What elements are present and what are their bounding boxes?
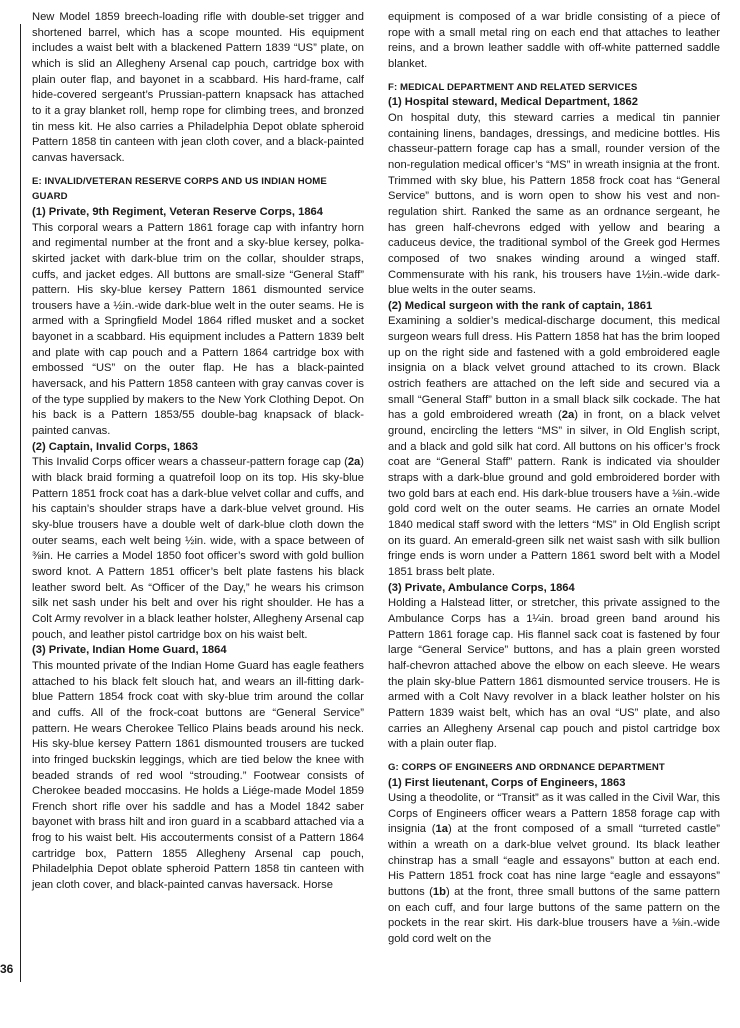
entry-title-f3: (3) Private, Ambulance Corps, 1864 — [388, 581, 575, 594]
entry-text-f2-part1: Examining a soldier’s medical-discharge document, this medical surgeon wears full dress. His Pattern 1858 hat has the brim looped up on the right side and fastened with a gold embroidered eagle insignia on a black velvet ground attached to its crown. Black ostrich feathers are attached on the left side and secured via a small “General Staff” button in a small black silk cockade. The hat has a gold embroidered wreath ( — [388, 315, 720, 422]
column-rule — [20, 24, 21, 982]
entry-text-e1: This corporal wears a Pattern 1861 forage cap with infantry horn and regimental number at the front and a sky-blue kersey, polka-skirted jacket with dark-blue trim on the collar, shoulder straps, cuffs, and jacket edges. All buttons are small-size “General Staff” pattern. His sky-blue kersey Pattern 1861 dismounted service trousers have a ½in.-wide dark-blue welt in the outer seams. He is armed with a Springfield Model 1864 rifled musket and a socket bayonet in a scabbard. His equipment includes a Pattern 1839 belt and plate with cap pouch and a Pattern 1864 cartridge box with embossed “US” on the outer flap. He has a black-painted haversack, and his Pattern 1858 canteen with gray canvas cover is of the type supplied by makers to the New York Clothing Depot. On his back is a Pattern 1853/55 double-bag knapsack of black-painted canvas. — [32, 221, 364, 438]
figure-ref-2a-medical: 2a — [561, 409, 575, 422]
entry-text-g1-part3: ) at the front, three small buttons of the same pattern on each cuff, and four large buttons of the same pattern on the pockets in the rear skirt. His dark-blue trousers have a ⅛in.-wide gold cord welt on the — [388, 886, 720, 946]
entry-text-g1-part2: ) at the front composed of a small “turreted castle” within a wreath on a dark-blue velvet ground. Its black leather chinstrap has a small “eagle and essayons” button at each end. His Pattern 1851 frock coat has nine large “eagle and essayons” buttons ( — [388, 823, 720, 899]
entry-text-e2 — [32, 455, 364, 643]
entry-text-g1 — [388, 791, 720, 948]
entry-title-g1: (1) First lieutenant, Corps of Engineers, 1863 — [388, 776, 626, 789]
right-column — [388, 10, 720, 948]
entry-text-f2 — [388, 314, 720, 580]
figure-ref-2a: 2a — [347, 456, 361, 469]
section-heading-f: F: MEDICAL DEPARTMENT AND RELATED SERVICES — [388, 81, 638, 93]
figure-ref-1a: 1a — [435, 823, 448, 836]
entry-text-f1: On hospital duty, this steward carries a medical tin pannier containing linens, bandages, dressings, and medicine bottles. His chasseur-pattern forage cap has a small, rounder version of the non-regulation medical officer’s “MS” in wreath insignia at the front. Trimmed with sky blue, his Pattern 1858 frock coat has “General Service” buttons, and is worn open to show his vest and non-regulation shirt. Ranked the same as an ordnance sergeant, he has green half-chevrons edged with yellow and bearing a caduceus device, the traditional symbol of the Greek god Hermes composed of two snakes winding around a winged staff. Commensurate with his rank, his trousers have 1½in.-wide dark-blue welts in the outer seams. — [388, 111, 720, 297]
entry-text-e3: This mounted private of the Indian Home Guard has eagle feathers attached to his black felt slouch hat, and wears an ill-fitting dark-blue Pattern 1854 frock coat with sky-blue trim around the collar and cuffs. All of the frock-coat buttons are “General Service” pattern. He wears Cherokee Tellico Plains beads around his neck. His sky-blue kersey Pattern 1861 dismounted trousers are tucked into fringed buckskin leggings, which are tied below the knee with beaded strands of red wool “strouding.” Footwear consists of Cherokee beaded moccasins. He holds a Liége-made Model 1859 French short rifle over his saddle and has a Model 1842 saber bayonet with brass hilt and iron guard in a scabbard attached via a frog to his waist belt. His accouterments consist of a Pattern 1864 cartridge box, Pattern 1855 Allegheny Arsenal cap pouch, Philadelphia Depot oblate spheroid Pattern 1858 tin canteen with jean cloth cover, and black-painted canvas haversack. Horse — [32, 659, 364, 892]
figure-ref-1b: 1b — [432, 886, 446, 899]
entry-text-f3: Holding a Halstead litter, or stretcher, this private assigned to the Ambulance Corps has a 1¼in. broad green band around his Pattern 1861 forage cap. His flannel sack coat is fastened by four large “General Service” buttons, and has a plain green worsted half-chevron attached above the elbow on each sleeve. He wears the plain sky-blue Pattern 1861 dismounted service trousers. He is armed with a Colt Navy revolver in a black leather holster on his Pattern 1839 waist belt, which has an oval “US” plate, and also carries an Allegheny Arsenal cap pouch and pistol cartridge box with a plain outer flap. — [388, 597, 720, 751]
section-heading-g: G: CORPS OF ENGINEERS AND ORDNANCE DEPARTMENT — [388, 761, 665, 773]
entry-title-e2: (2) Captain, Invalid Corps, 1863 — [32, 440, 198, 453]
page-number: 36 — [0, 962, 14, 976]
continued-paragraph: equipment is composed of a war bridle consisting of a piece of rope with a small metal ring on each end that attaches to leather reins, and a brown leather saddle with off-white patterned saddle blanket. — [388, 11, 720, 70]
entry-text-e2-part2: ) with black braid forming a quatrefoil loop on its top. His sky-blue Pattern 1851 frock coat has a dark-blue velvet collar and cuffs, and his captain’s shoulder straps have a dark-blue velvet ground. His sky-blue trousers have a double welt of dark-blue cloth down the outer seams, each welt being ½in. wide, with a space between of ⅜in. He carries a Model 1850 foot officer’s sword with gold bullion sword knot. A Pattern 1851 officer’s belt plate fastens his black leather sword belt. As “Officer of the Day,” he wears his crimson silk net sash under his belt and over his right shoulder. He has a Colt Army revolver in a black leather holster, Allegheny Arsenal cap pouch, and leather pistol cartridge box on his waist belt. — [32, 456, 364, 641]
entry-title-e1: (1) Private, 9th Regiment, Veteran Reserve Corps, 1864 — [32, 205, 323, 218]
entry-text-g1-part1: Using a theodolite, or “Transit” as it was called in the Civil War, this Corps of Engineers officer wears a Pattern 1858 forage cap with insignia ( — [388, 792, 720, 836]
entry-text-f2-part2: ) in front, on a black velvet ground, encircling the letters “MS” in silver, in Old English script, and a black and gold silk hat cord. All buttons on his officer’s frock coat are “General Staff” pattern. Rank is indicated via shoulder straps with a dark-blue ground and gold embroidered border with two gold bars at each end. His dark-blue trousers have a ⅛in.-wide gold cord welt on the outer seams. He carries an ornate Model 1840 medical staff sword with the letters “MS” in Old English script on its guard. An emerald-green silk net waist sash with silk bullion fringe ends is worn under a Pattern 1861 sword belt with a Model 1851 brass belt plate. — [388, 409, 720, 578]
section-heading-e: E: INVALID/VETERAN RESERVE CORPS AND US INDIAN HOME GUARD — [32, 175, 327, 203]
entry-title-f1: (1) Hospital steward, Medical Department, 1862 — [388, 96, 638, 109]
intro-paragraph: New Model 1859 breech-loading rifle with double-set trigger and shortened barrel, which has a scope mounted. His equipment includes a waist belt with a blackened Pattern 1839 “US” plate, on which is slid an Allegheny Arsenal cap pouch, cartridge box with plain outer flap, and bayonet in a scabbard. His hard-frame, calf hide-covered sergeant’s Prussian-pattern knapsack has attached to it a gray blanket roll, hemp rope for climbing trees, and bronzed tin mess kit. He also carries a Philadelphia Depot oblate spheroid Pattern 1858 tin canteen with jean cloth cover, and a black-painted canvas haversack. — [32, 11, 364, 164]
entry-title-e3: (3) Private, Indian Home Guard, 1864 — [32, 644, 227, 657]
entry-text-e2-part1: This Invalid Corps officer wears a chasseur-pattern forage cap ( — [32, 456, 348, 469]
entry-title-f2: (2) Medical surgeon with the rank of captain, 1861 — [388, 299, 653, 312]
left-column — [32, 10, 364, 894]
